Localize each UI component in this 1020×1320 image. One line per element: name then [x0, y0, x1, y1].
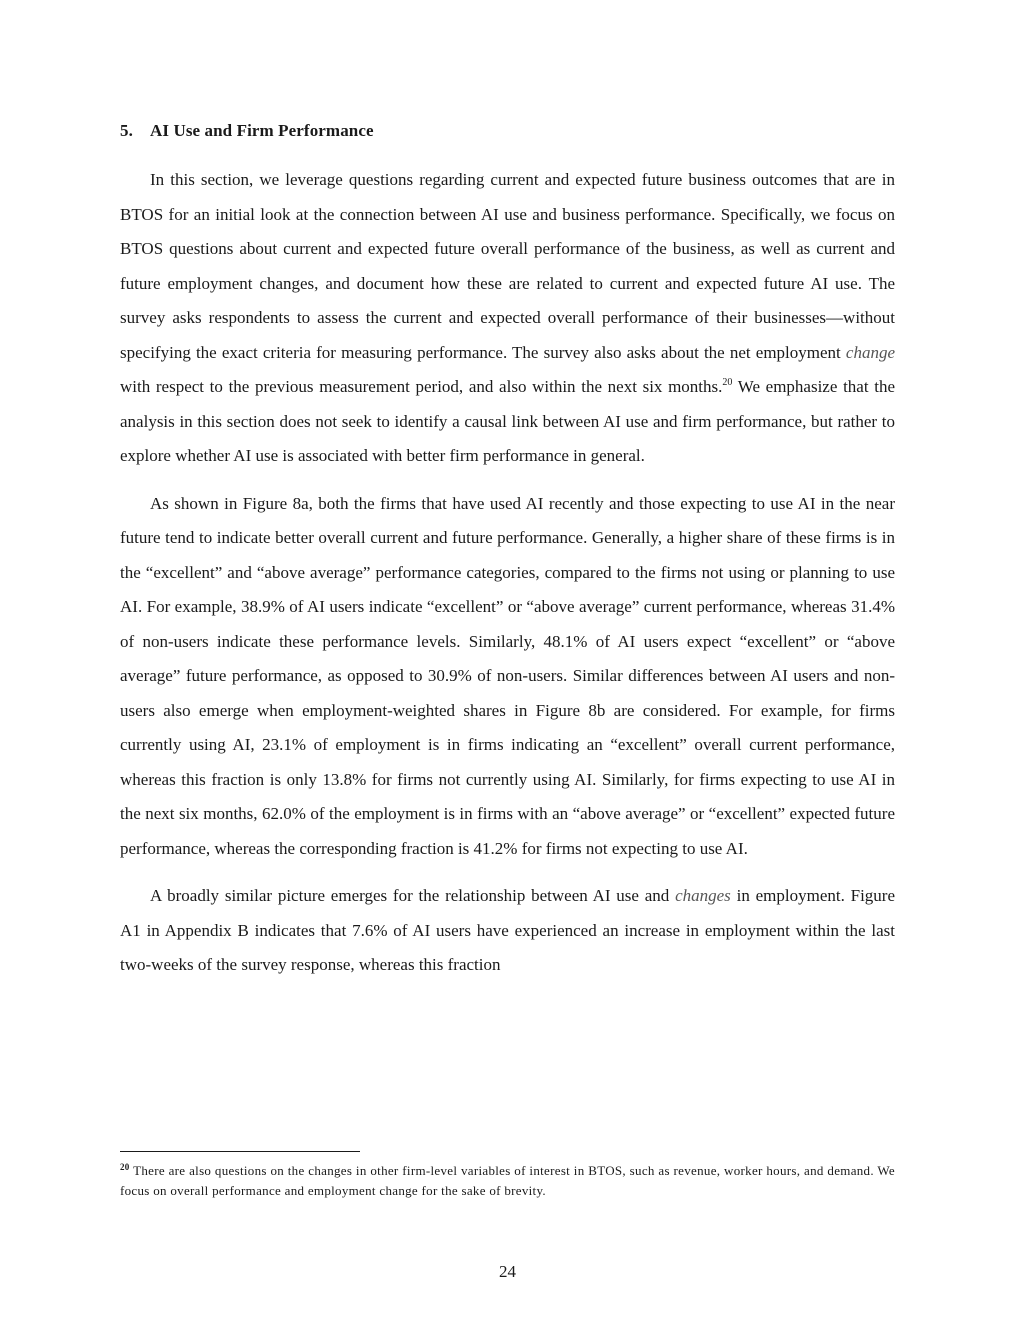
footnote-reference[interactable]: 20 [722, 377, 733, 388]
paragraph-1-text-c: We emphasize that the analysis in this section does not seek to identify a causal link between AI use and firm performance, but rather to explore whether AI use is associated with better firm performance in general. [120, 377, 895, 465]
paragraph-3-emphasis: changes [675, 886, 731, 905]
paragraph-1-text-b: with respect to the previous measurement period, and also within the next six months. [120, 377, 723, 396]
footnote [120, 1161, 895, 1201]
paragraph-1-emphasis: change [845, 342, 895, 362]
footnote-divider [120, 1151, 360, 1152]
page-number: 24 [499, 1262, 516, 1281]
paragraph-3-text-b: in employment. Figure A1 in Appendix B indicates that 7.6% of AI users have experienced an increase in employment within the last two-weeks of the survey response, whereas this fraction [120, 886, 895, 974]
paragraph-3-text-a: A broadly similar picture emerges for the relationship between AI use and [150, 886, 676, 905]
paragraph-3 [120, 879, 895, 983]
body-text [120, 163, 895, 983]
paragraph-1 [120, 163, 895, 474]
footnote-text: There are also questions on the changes in other firm-level variables of interest in BTOS, such as revenue, worker hours, and demand. We focus on overall performance and employment change for the sake of brevity. [120, 1163, 895, 1198]
paragraph-1-text-a: In this section, we leverage questions regarding current and expected future business outcomes that are in BTOS for an initial look at the connection between AI use and business performance. Specifically, we focus on BTOS questions about current and expected future overall performance of the business, as well as current and future employment changes, and document how these are related to current and expected future AI use. The survey asks respondents to assess the current and expected overall performance of their businesses—without specifying the exact criteria for measuring performance. The survey also asks about the net employment [120, 170, 895, 362]
section-number: 5. [120, 121, 133, 140]
paragraph-2: As shown in Figure 8a, both the firms that have used AI recently and those expecting to use AI in the near future tend to indicate better overall current and future performance. Generally, a higher share of these firms is in the “excellent” and “above average” performance categories, compared to the firms not using or planning to use AI. For example, 38.9% of AI users indicate “excellent” or “above average” current performance, whereas 31.4% of non-users indicate these performance levels. Similarly, 48.1% of AI users expect “excellent” or “above average” future performance, as opposed to 30.9% of non-users. Similar differences between AI users and non-users also emerge when employment-weighted shares in Figure 8b are considered. For example, for firms currently using AI, 23.1% of employment is in firms indicating an “excellent” overall current performance, whereas this fraction is only 13.8% for firms not currently using AI. Similarly, for firms expecting to use AI in the next six months, 62.0% of the employment is in firms with an “above average” or “excellent” expected future performance, whereas the corresponding fraction is 41.2% for firms not expecting to use AI. [120, 493, 895, 858]
section-heading [120, 121, 374, 141]
footnote-number: 20 [120, 1162, 130, 1172]
section-title: AI Use and Firm Performance [150, 121, 374, 140]
